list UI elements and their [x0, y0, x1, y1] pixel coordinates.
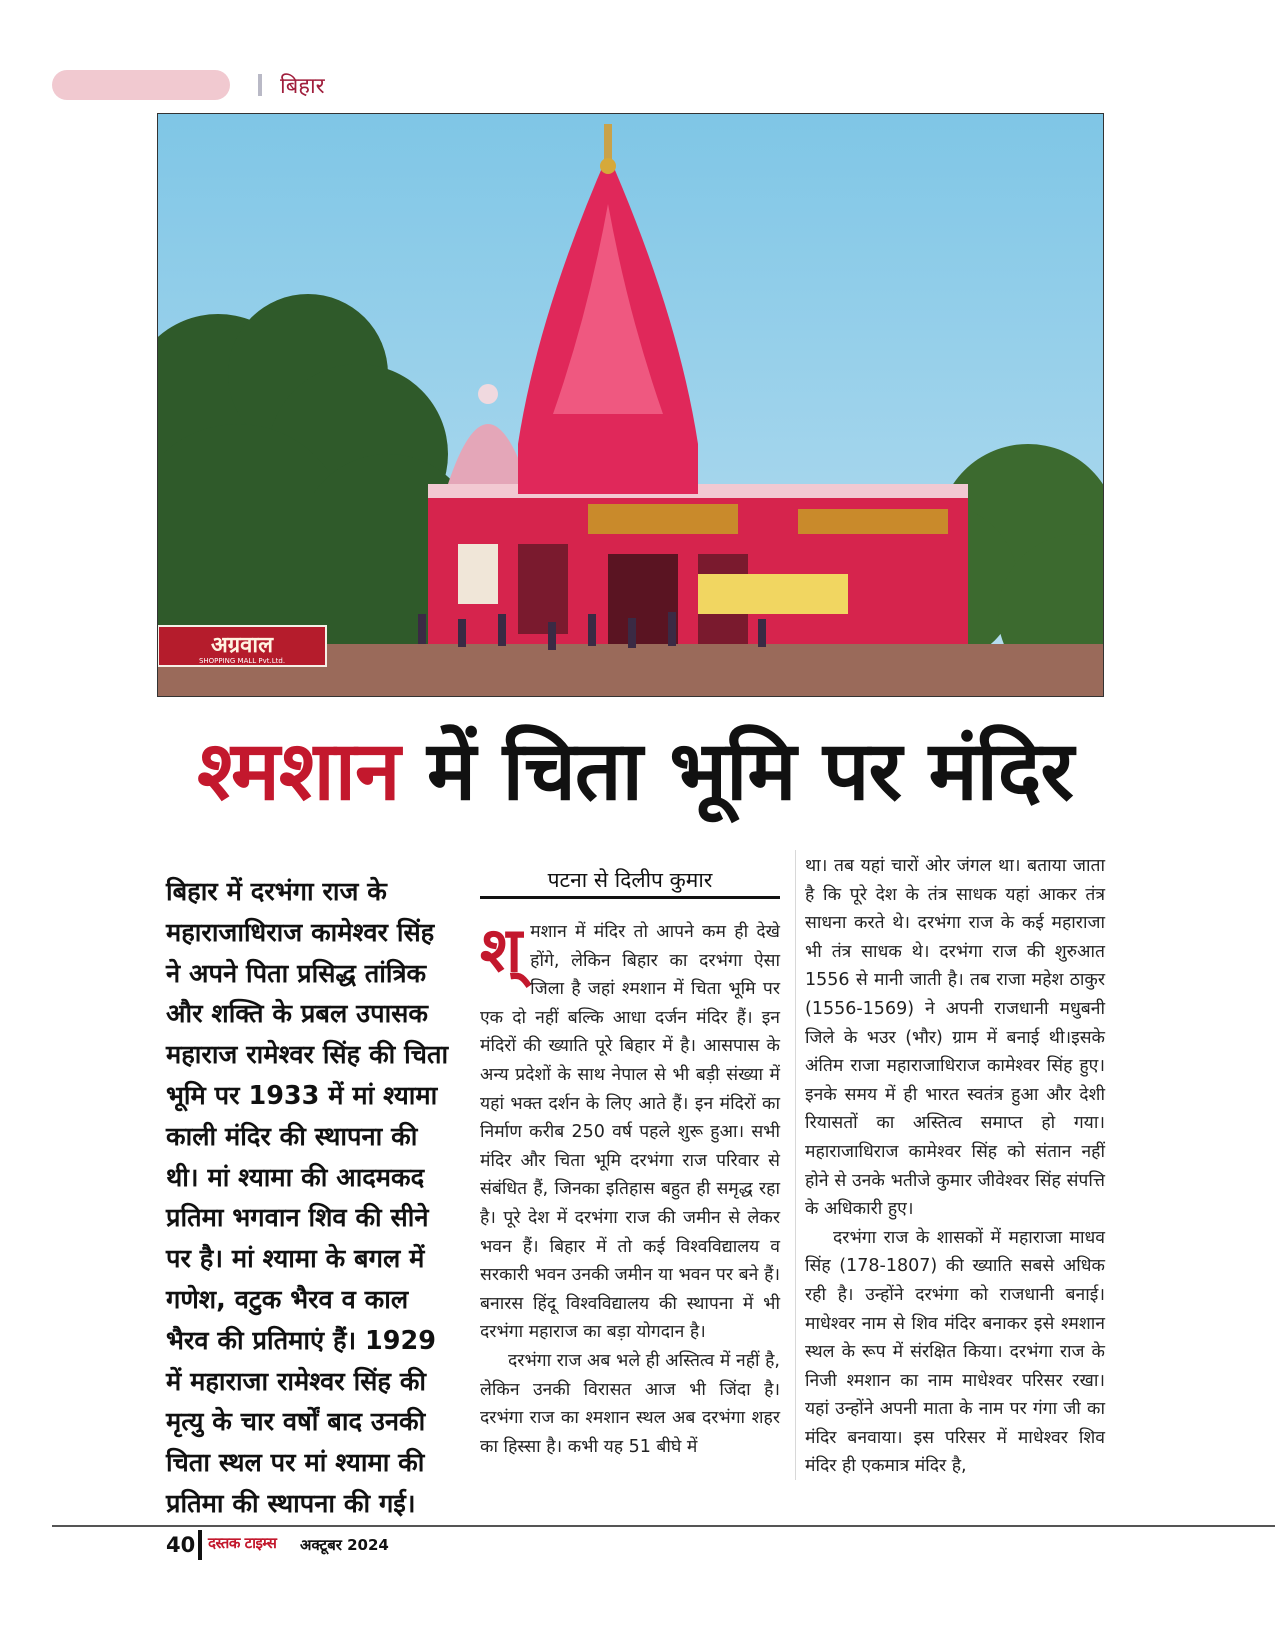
brand-logo: दस्तक टाइम्स — [208, 1534, 277, 1552]
byline: पटना से दिलीप कुमार — [547, 868, 713, 892]
lead-paragraph: बिहार में दरभंगा राज के महाराजाधिराज कामेश्वर सिंह ने अपने पिता प्रसिद्ध तांत्रिक और शक्ति के प्रबल उपासक महाराज रामेश्वर सिंह की चिता भूमि पर 1933 में मां श्यामा काली मंदिर की स्थापना की थी। मां श्यामा की आदमकद प्रतिमा भगवान शिव की सीने पर है। मां श्यामा के बगल में गणेश, वटुक भैरव व काल भैरव की प्रतिमाएं हैं। 1929 में महाराजा रामेश्वर सिंह की मृत्यु के चार वर्षों बाद उनकी चिता स्थल पर मां श्यामा की प्रतिमा की स्थापना की गई। — [166, 877, 449, 1519]
page-number: 40 — [166, 1533, 196, 1557]
body-paragraph: दरभंगा राज अब भले ही अस्तित्व में नहीं है, लेकिन उनकी विरासत आज भी जिंदा है। दरभंगा राज का श्मशान स्थल अब दरभंगा शहर का हिस्सा है। कभी यह 51 बीघे में — [480, 1350, 780, 1457]
headline-black: में चिता भूमि पर मंदिर — [399, 724, 1073, 819]
body-paragraph: था। तब यहां चारों ओर जंगल था। बताया जाता है कि पूरे देश के तंत्र साधक यहां आकर तंत्र साधना करते थे। दरभंगा राज के कई महाराजा भी तंत्र साधक थे। दरभंगा राज की शुरुआत 1556 से मानी जाती है। तब राजा महेश ठाकुर (1556-1569) ने अपनी राजधानी मधुबनी जिले के भउर (भौर) ग्राम में बनाई थी।इसके अंतिम राजा महाराजाधिराज कामेश्वर सिंह हुए। इनके समय में ही भारत स्वतंत्र हुआ और देशी रियासतों का अस्तित्व समाप्त हो गया। महाराजाधिराज कामेश्वर सिंह को संतान नहीं होने से उनके भतीजे कुमार जीवेश्वर सिंह संपत्ति के अधिकारी हुए। — [805, 856, 1105, 1220]
issue-date: अक्टूबर 2024 — [300, 1536, 389, 1554]
dropcap: श् — [480, 913, 523, 986]
body-column-3 — [805, 852, 1105, 1481]
temple-photo — [157, 113, 1104, 697]
headline — [170, 722, 1100, 822]
temple-illustration — [158, 114, 1103, 696]
section-divider — [258, 74, 262, 96]
footer-divider — [198, 1530, 202, 1560]
body-paragraph: मशान में मंदिर तो आपने कम ही देखे होंगे, लेकिन बिहार का दरभंगा ऐसा जिला है जहां श्मशान में चिता भूमि पर एक दो नहीं बल्कि आधा दर्जन मंदिर हैं। इन मंदिरों की ख्याति पूरे बिहार में है। आसपास के अन्य प्रदेशों के साथ नेपाल से भी बड़ी संख्या में यहां भक्त दर्शन के लिए आते हैं। इन मंदिरों का निर्माण करीब 250 वर्ष पहले शुरू हुआ। सभी मंदिर और चिता भूमि दरभंगा राज परिवार से संबंधित हैं, जिनका इतिहास बहुत ही समृद्ध रहा है। पूरे देश में दरभंगा राज की जमीन से लेकर भवन हैं। बिहार में तो कई विश्वविद्यालय व सरकारी भवन उनकी जमीन या भवन पर बने हैं। बनारस हिंदू विश्वविद्यालय की स्थापना में भी दरभंगा महाराज का बड़ा योगदान है। — [480, 922, 780, 1343]
headline-red: श्मशान — [197, 724, 400, 819]
body-column-2 — [480, 913, 780, 1461]
signboard — [158, 626, 326, 666]
footer-rule — [52, 1525, 1275, 1527]
signboard-text: अग्रवाल — [210, 633, 274, 658]
byline-rule — [480, 896, 780, 899]
body-paragraph: दरभंगा राज के शासकों में महाराजा माधव सिंह (178-1807) की ख्याति सबसे अधिक रही है। उन्होंने दरभंगा को राजधानी बनाई। माधेश्वर नाम से शिव मंदिर बनाकर इसे श्मशान स्थल के रूप में संरक्षित किया। दरभंगा राज के निजी श्मशान का नाम माधेश्वर परिसर रखा। यहां उन्होंने अपनी माता के नाम पर गंगा जी का मंदिर बनवाया। इस परिसर में माधेश्वर शिव मंदिर ही एकमात्र मंदिर है, — [805, 1227, 1105, 1477]
section-label: बिहार — [280, 74, 325, 99]
column-divider — [795, 850, 796, 1480]
signboard-subtext: SHOPPING MALL Pvt.Ltd. — [198, 657, 286, 665]
tent — [698, 574, 848, 614]
section-pill — [52, 70, 230, 100]
